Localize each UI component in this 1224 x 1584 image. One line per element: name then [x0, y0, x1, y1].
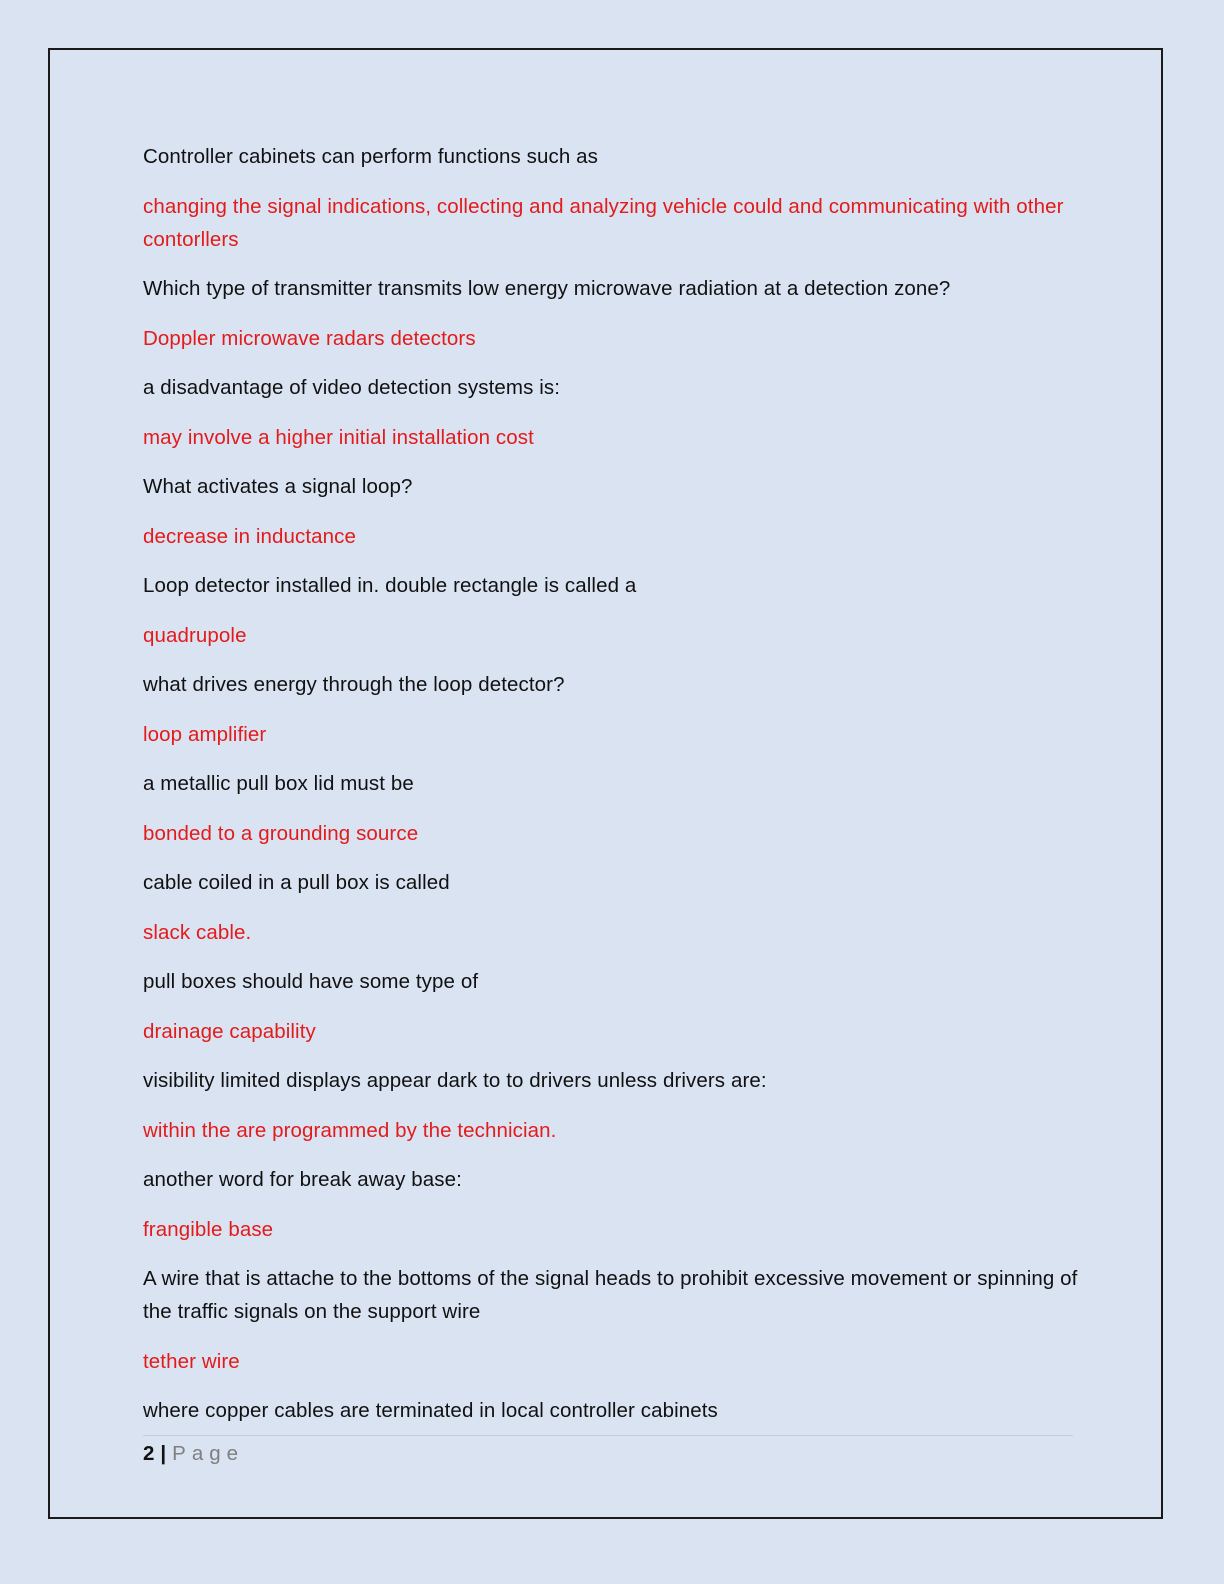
paragraph: tether wire [143, 1349, 240, 1373]
paragraph: where copper cables are terminated in local controller cabinets [143, 1399, 718, 1422]
paragraph: visibility limited displays appear dark to to drivers unless drivers are: [143, 1069, 767, 1092]
paragraph: drainage capability [143, 1019, 316, 1043]
paragraph: may involve a higher initial installation cost [143, 425, 534, 449]
paragraph: loop amplifier [143, 722, 267, 746]
page-number: 2 [143, 1442, 155, 1465]
paragraph: pull boxes should have some type of [143, 970, 479, 993]
paragraph: Controller cabinets can perform functions such as [143, 145, 598, 168]
page-footer [143, 1439, 244, 1469]
paragraph: cable coiled in a pull box is called [143, 871, 450, 894]
paragraph: Loop detector installed in. double rectangle is called a [143, 574, 637, 597]
paragraph: bonded to a grounding source [143, 821, 419, 845]
paragraph: a metallic pull box lid must be [143, 772, 414, 795]
paragraph: A wire that is attache to the bottoms of the signal heads to prohibit excessive movement or spinning of the traffic signals on the support wire [143, 1267, 1078, 1323]
document-body [143, 140, 1083, 1444]
paragraph: What activates a signal loop? [143, 475, 413, 498]
paragraph: Which type of transmitter transmits low energy microwave radiation at a detection zone? [143, 277, 951, 300]
paragraph: quadrupole [143, 623, 247, 647]
paragraph: decrease in inductance [143, 524, 357, 548]
paragraph: what drives energy through the loop detector? [143, 673, 565, 696]
page-label: Page [172, 1442, 245, 1465]
paragraph: slack cable. [143, 920, 252, 944]
paragraph: a disadvantage of video detection systems is: [143, 376, 561, 399]
paragraph: Doppler microwave radars detectors [143, 326, 476, 350]
paragraph: another word for break away base: [143, 1168, 462, 1191]
footer-separator: | [160, 1442, 167, 1465]
footer-divider [143, 1435, 1073, 1436]
paragraph: changing the signal indications, collecting and analyzing vehicle could and communicating with other contorllers [143, 194, 1064, 251]
paragraph: frangible base [143, 1217, 274, 1241]
paragraph: within the are programmed by the technician. [143, 1118, 557, 1142]
